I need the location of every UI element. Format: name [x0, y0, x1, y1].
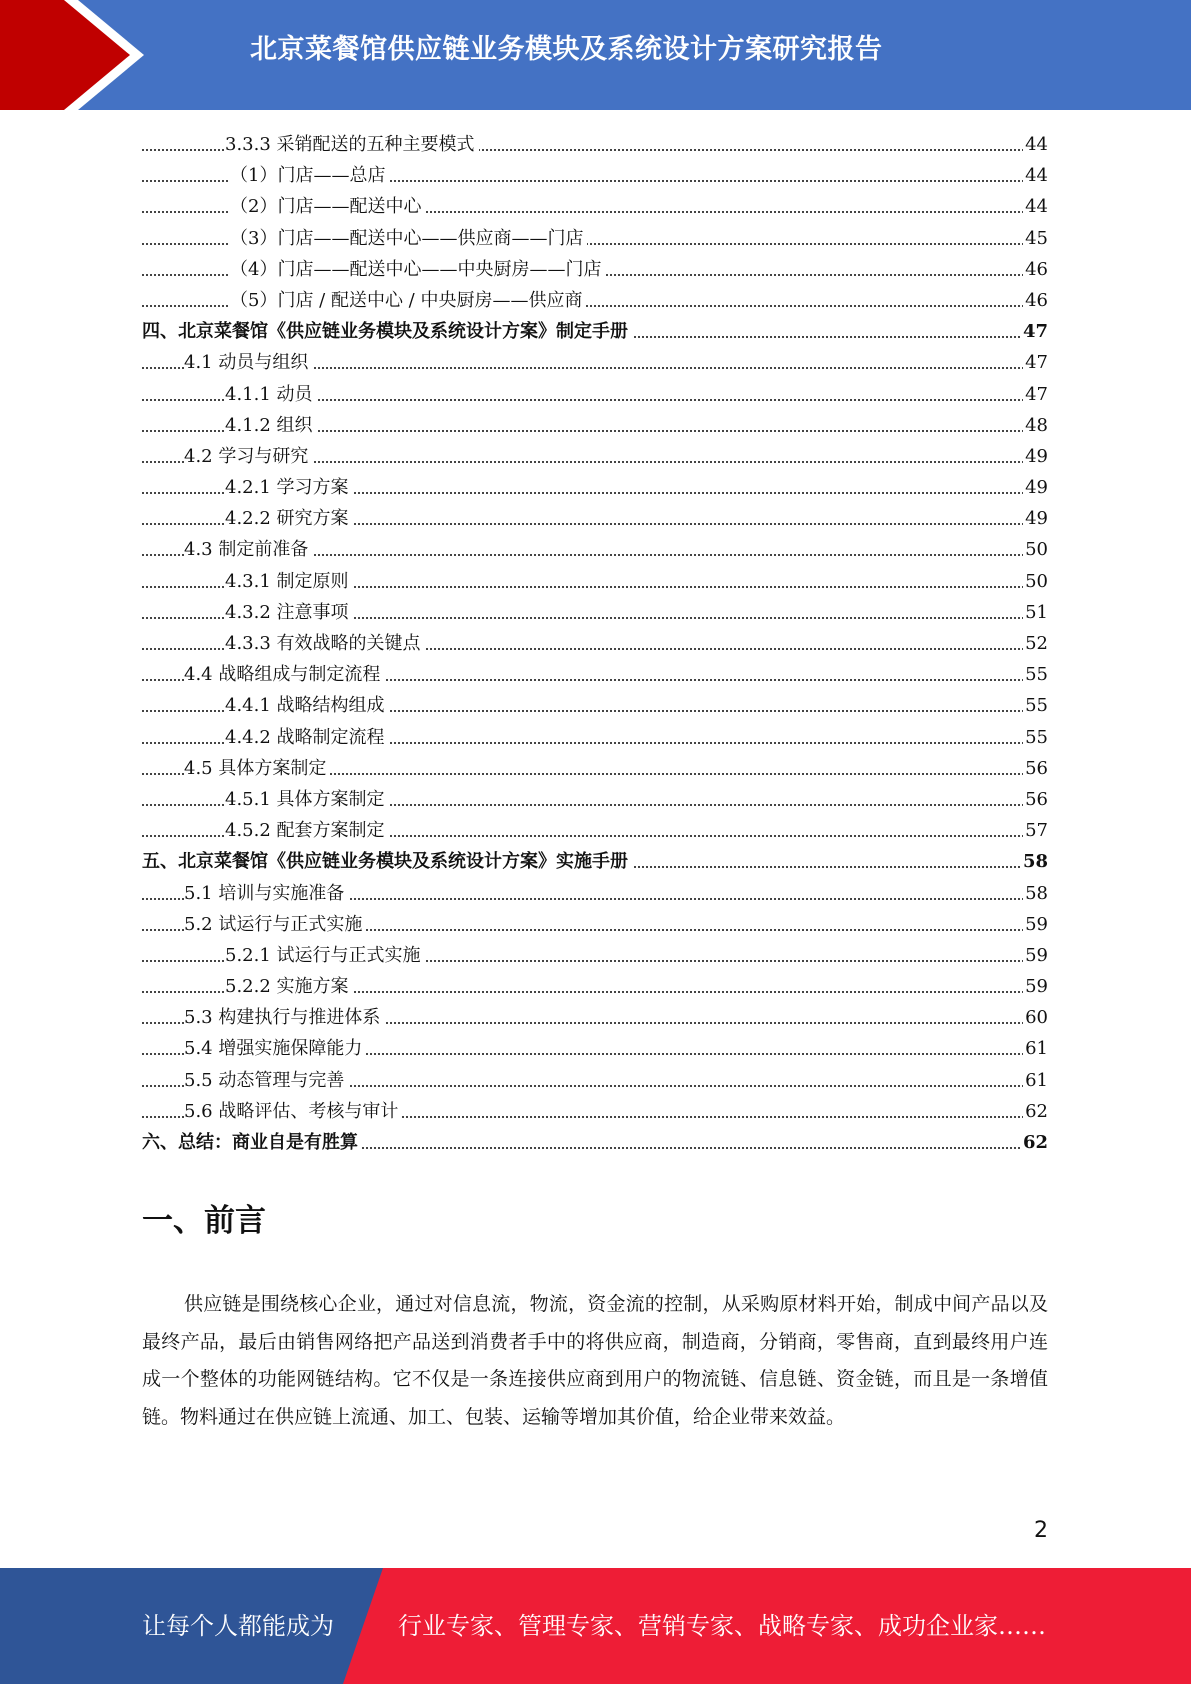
toc-entry-page: 58	[1021, 846, 1048, 877]
toc-entry-label: 4.3 制定前准备	[184, 534, 312, 565]
footer-slogan-right: 行业专家、管理专家、营销专家、战略专家、成功企业家……	[398, 1612, 1046, 1640]
toc-entry-label: 5.1 培训与实施准备	[184, 878, 348, 909]
toc-entry[interactable]	[142, 503, 1048, 534]
toc-entry-page: 44	[1023, 129, 1048, 160]
toc-entry[interactable]	[142, 347, 1048, 378]
toc-entry-label: 4.1 动员与组织	[184, 347, 312, 378]
toc-entry-page: 47	[1023, 379, 1048, 410]
toc-entry-page: 50	[1023, 534, 1048, 565]
toc-entry-label: 4.3.3 有效战略的关键点	[225, 628, 425, 659]
toc-entry[interactable]	[142, 597, 1048, 628]
toc-entry-label: 4.1.2 组织	[225, 410, 317, 441]
toc-entry[interactable]	[142, 410, 1048, 441]
toc-entry-label: 4.3.1 制定原则	[225, 566, 353, 597]
toc-entry-page: 56	[1023, 753, 1048, 784]
section-heading: 一、前言	[142, 1203, 266, 1239]
toc-entry-page: 48	[1023, 410, 1048, 441]
toc-entry-page: 60	[1023, 1002, 1048, 1033]
toc-entry[interactable]	[142, 659, 1048, 690]
toc-entry-page: 49	[1023, 503, 1048, 534]
toc-entry-page: 47	[1023, 347, 1048, 378]
toc-entry[interactable]	[142, 1033, 1048, 1064]
header-chevron-icon	[0, 0, 160, 110]
toc-entry-page: 58	[1023, 878, 1048, 909]
toc-entry-label: 5.5 动态管理与完善	[184, 1065, 348, 1096]
toc-entry-page: 62	[1021, 1127, 1048, 1158]
toc-entry[interactable]	[142, 472, 1048, 503]
toc-entry-page: 51	[1023, 597, 1048, 628]
toc-entry-label: 4.3.2 注意事项	[225, 597, 353, 628]
toc-entry-label: 四、北京菜餐馆《供应链业务模块及系统设计方案》制定手册	[142, 316, 632, 347]
toc-entry[interactable]	[142, 878, 1048, 909]
footer-slogan-left: 让每个人都能成为	[142, 1612, 334, 1640]
toc-entry[interactable]	[142, 285, 1048, 316]
page-number: 2	[1034, 1518, 1048, 1543]
toc-entry-page: 47	[1021, 316, 1048, 347]
toc-entry-label: （4）门店——配送中心——中央厨房——门店	[230, 254, 605, 285]
toc-entry-page: 57	[1023, 815, 1048, 846]
toc-entry-label: （2）门店——配送中心	[230, 191, 425, 222]
toc-entry[interactable]	[142, 753, 1048, 784]
toc-entry-page: 45	[1023, 223, 1048, 254]
toc-entry-page: 61	[1023, 1033, 1048, 1064]
toc-entry[interactable]	[142, 628, 1048, 659]
toc-entry-label: 4.5.1 具体方案制定	[225, 784, 389, 815]
toc-entry[interactable]	[142, 534, 1048, 565]
toc-entry[interactable]	[142, 846, 1048, 877]
toc-entry-page: 62	[1023, 1096, 1048, 1127]
toc-entry[interactable]	[142, 784, 1048, 815]
toc-entry[interactable]	[142, 1002, 1048, 1033]
toc-entry[interactable]	[142, 191, 1048, 222]
toc-entry-label: 5.6 战略评估、考核与审计	[184, 1096, 402, 1127]
toc-entry-label: 5.2.2 实施方案	[225, 971, 353, 1002]
toc-entry-label: 5.3 构建执行与推进体系	[184, 1002, 384, 1033]
toc-entry-page: 59	[1023, 909, 1048, 940]
toc-entry-page: 61	[1023, 1065, 1048, 1096]
toc-entry-page: 52	[1023, 628, 1048, 659]
toc-entry[interactable]	[142, 1065, 1048, 1096]
toc-entry-label: （1）门店——总店	[230, 160, 389, 191]
page-footer-band	[0, 1568, 1191, 1684]
toc-entry[interactable]	[142, 1096, 1048, 1127]
toc-entry[interactable]	[142, 815, 1048, 846]
toc-entry-page: 59	[1023, 940, 1048, 971]
document-title: 北京菜餐馆供应链业务模块及系统设计方案研究报告	[250, 34, 883, 65]
toc-entry-label: （3）门店——配送中心——供应商——门店	[230, 223, 587, 254]
toc-entry-page: 50	[1023, 566, 1048, 597]
toc-entry[interactable]	[142, 129, 1048, 160]
toc-entry[interactable]	[142, 909, 1048, 940]
toc-entry-page: 44	[1023, 191, 1048, 222]
toc-entry[interactable]	[142, 722, 1048, 753]
toc-entry-label: 4.4.1 战略结构组成	[225, 690, 389, 721]
page-header-band	[0, 0, 1191, 110]
toc-entry-page: 49	[1023, 441, 1048, 472]
toc-entry[interactable]	[142, 566, 1048, 597]
toc-entry-label: （5）门店 / 配送中心 / 中央厨房——供应商	[230, 285, 586, 316]
intro-paragraph: 供应链是围绕核心企业，通过对信息流，物流，资金流的控制，从采购原材料开始，制成中间产品以及最终产品，最后由销售网络把产品送到消费者手中的将供应商，制造商，分销商，零售商，直到最终用户连成一个整体的功能网链结构。它不仅是一条连接供应商到用户的物流链、信息链、资金链，而且是一条增值链。物料通过在供应链上流通、加工、包装、运输等增加其价值，给企业带来效益。	[142, 1293, 1048, 1428]
toc-entry-label: 3.3.3 采销配送的五种主要模式	[225, 129, 479, 160]
toc-entry-page: 46	[1023, 254, 1048, 285]
toc-entry-page: 55	[1023, 659, 1048, 690]
toc-entry[interactable]	[142, 971, 1048, 1002]
toc-entry[interactable]	[142, 316, 1048, 347]
toc-entry[interactable]	[142, 1127, 1048, 1158]
toc-entry-page: 55	[1023, 722, 1048, 753]
toc-entry-label: 4.1.1 动员	[225, 379, 317, 410]
toc-entry-label: 4.2.1 学习方案	[225, 472, 353, 503]
toc-entry-page: 44	[1023, 160, 1048, 191]
toc-entry-page: 55	[1023, 690, 1048, 721]
toc-entry[interactable]	[142, 690, 1048, 721]
toc-entry[interactable]	[142, 940, 1048, 971]
toc-entry[interactable]	[142, 379, 1048, 410]
table-of-contents	[142, 129, 1048, 1158]
toc-entry[interactable]	[142, 441, 1048, 472]
toc-entry[interactable]	[142, 160, 1048, 191]
toc-entry-label: 4.5.2 配套方案制定	[225, 815, 389, 846]
toc-entry-label: 4.4.2 战略制定流程	[225, 722, 389, 753]
toc-entry-page: 49	[1023, 472, 1048, 503]
toc-entry-label: 4.2.2 研究方案	[225, 503, 353, 534]
toc-entry-label: 4.4 战略组成与制定流程	[184, 659, 384, 690]
toc-entry-label: 5.2.1 试运行与正式实施	[225, 940, 425, 971]
toc-entry-label: 4.5 具体方案制定	[184, 753, 330, 784]
toc-entry-label: 5.2 试运行与正式实施	[184, 909, 366, 940]
toc-entry-page: 46	[1023, 285, 1048, 316]
toc-entry-page: 56	[1023, 784, 1048, 815]
toc-entry-label: 5.4 增强实施保障能力	[184, 1033, 366, 1064]
toc-entry-label: 五、北京菜餐馆《供应链业务模块及系统设计方案》实施手册	[142, 846, 632, 877]
toc-entry-label: 六、总结：商业自是有胜算	[142, 1127, 362, 1158]
toc-entry[interactable]	[142, 223, 1048, 254]
toc-entry-page: 59	[1023, 971, 1048, 1002]
toc-entry-label: 4.2 学习与研究	[184, 441, 312, 472]
toc-entry[interactable]	[142, 254, 1048, 285]
